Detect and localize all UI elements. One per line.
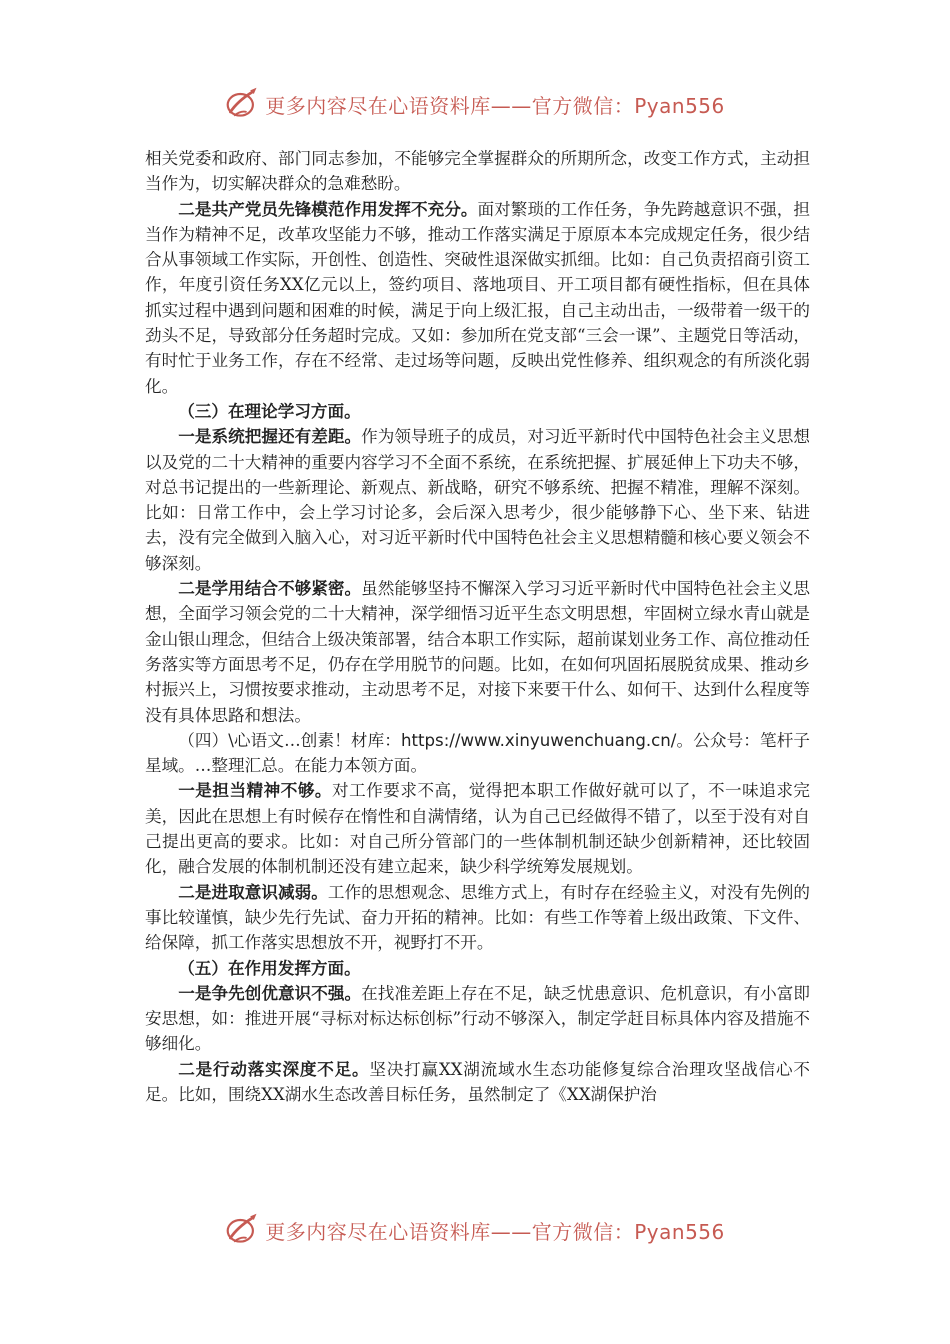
paragraph-excellence [145,981,810,1057]
paragraph-responsibility [145,778,810,879]
section-heading-theory: （三）在理论学习方面。 [178,401,361,421]
paragraph-implementation [145,1057,810,1108]
header-banner-wechat-label: 官方微信： [531,93,635,118]
paragraph-lead: 二是行动落实深度不足。 [178,1059,370,1079]
document-body [145,146,810,1107]
heading-prefix: （四）\心语文…创素！材库： [178,730,401,750]
paragraph-text: 坚决打赢XX湖流域水生态功能修复综合治理攻坚战信心不足。比如，围绕XX湖水生态改善目标任务，虽然制定了《XX湖保护治 [145,1059,810,1104]
section-heading-ability [145,728,810,779]
paragraph-text: 在找准差距上存在不足，缺乏忧患意识、危机意识，有小富即安思想，如：推进开展“寻标对标达标创标”行动不够深入，制定学赶目标具体内容及措施不够细化。 [145,983,811,1054]
paragraph-continuation [145,146,810,197]
paragraph-text: 作为领导班子的成员，对习近平新时代中国特色社会主义思想以及党的二十大精神的重要内容学习不全面不系统，在系统把握、扩展延伸上下功夫不够，对总书记提出的一些新理论、新观点、新战略，研究不够系统、把握不精准，理解不深刻。比如：日常工作中，会上学习讨论多，会后深入思考少，很少能够静下心、坐下来、钻进去，没有完全做到入脑入心，对习近平新时代中国特色社会主义思想精髓和核心要义领会不够深刻。 [145,427,811,573]
paragraph-text: 工作的思想观念、思维方式上，有时存在经验主义，对没有先例的事比较谨慎，缺少先行先试、奋力开拓的精神。比如：有些工作等着上级出政策、下文件、给保障，抓工作落实思想放不开，视野打不开。 [145,882,811,953]
header-banner-main: 更多内容尽在心语资料库 [265,93,491,118]
paragraph-systematic-grasp [145,424,810,576]
section-heading-role: （五）在作用发挥方面。 [178,958,361,978]
paragraph-lead: 一是系统把握还有差距。 [178,427,362,447]
header-banner [0,84,950,124]
paragraph-lead: 一是担当精神不够。 [178,781,332,801]
paragraph-text: 虽然能够坚持不懈深入学习习近平新时代中国特色社会主义思想，全面学习领会党的二十大精神，深学细悟习近平生态文明思想，牢固树立绿水青山就是金山银山理念，但结合上级决策部署，结合本职工作实际，超前谋划业务工作、高位推动任务落实等方面思考不足，仍存在学用脱节的问题。比如，在如何巩固拓展脱贫成果、推动乡村振兴上，习惯按要求推动，主动思考不足，对接下来要干什么、如何干、达到什么程度等没有具体思路和想法。 [145,579,811,725]
paragraph-text: 面对繁琐的工作任务，争先跨越意识不强，担当作为精神不足，改革攻坚能力不够，推动工作落实满足于原原本本完成规定任务，很少结合从事领域工作实际，开创性、创造性、突破性退深做实抓细。比如：自己负责招商引资工作，年度引资任务XX亿元以上，签约项目、落地项目、开工项目都有硬性指标，但在具体抓实过程中遇到问题和困难的时候，满足于向上级汇报，自己主动出击，一级带着一级干的劲头不足，导致部分任务超时完成。又如：参加所在党支部“三会一课”、主题党日等活动，有时忙于业务工作，存在不经常、走过场等问题，反映出党性修养、组织观念的有所淡化弱化。 [145,199,811,396]
paragraph-lead: 二是共产党员先锋模范作用发挥不充分。 [178,199,478,219]
footer-banner [0,1210,950,1250]
pen-logo-icon [225,85,261,121]
footer-banner-wechat-label: 官方微信： [531,1219,635,1244]
footer-banner-text [265,1216,725,1245]
pen-logo-icon [225,1211,261,1247]
header-banner-wechat-id: Pyan556 [634,93,725,118]
paragraph-lead: 一是争先创优意识不强。 [178,983,362,1003]
heading-suffix: 。公众号：笔杆子星域。…整理汇总。在能力本领方面。 [145,730,811,776]
header-banner-text [265,90,725,119]
paragraph-text: 相关党委和政府、部门同志参加，不能够完全掌握群众的所期所念，改变工作方式，主动担当作为，切实解决群众的急难愁盼。 [145,149,810,194]
header-banner-sep: —— [490,93,532,118]
paragraph-enterprising [145,880,810,956]
paragraph-text: 对工作要求不高，觉得把本职工作做好就可以了，不一味追求完美，因此在思想上有时候存在惰性和自满情绪，认为自己已经做得不错了，以至于没有对自己提出更高的要求。比如：对自己所分管部门的一些体制机制还缺少创新精神，还比较固化，融合发展的体制机制还没有建立起来，缺少科学统筹发展规划。 [145,781,811,877]
footer-banner-main: 更多内容尽在心语资料库 [265,1219,491,1244]
paragraph-lead: 二是进取意识减弱。 [178,882,328,902]
footer-banner-sep: —— [490,1219,532,1244]
paragraph-study-application [145,576,810,728]
footer-banner-wechat-id: Pyan556 [634,1219,725,1244]
watermark-url-link[interactable]: https://www.xinyuwenchuang.cn/ [400,730,677,750]
paragraph-pioneer-role [145,197,810,399]
paragraph-lead: 二是学用结合不够紧密。 [178,579,362,599]
